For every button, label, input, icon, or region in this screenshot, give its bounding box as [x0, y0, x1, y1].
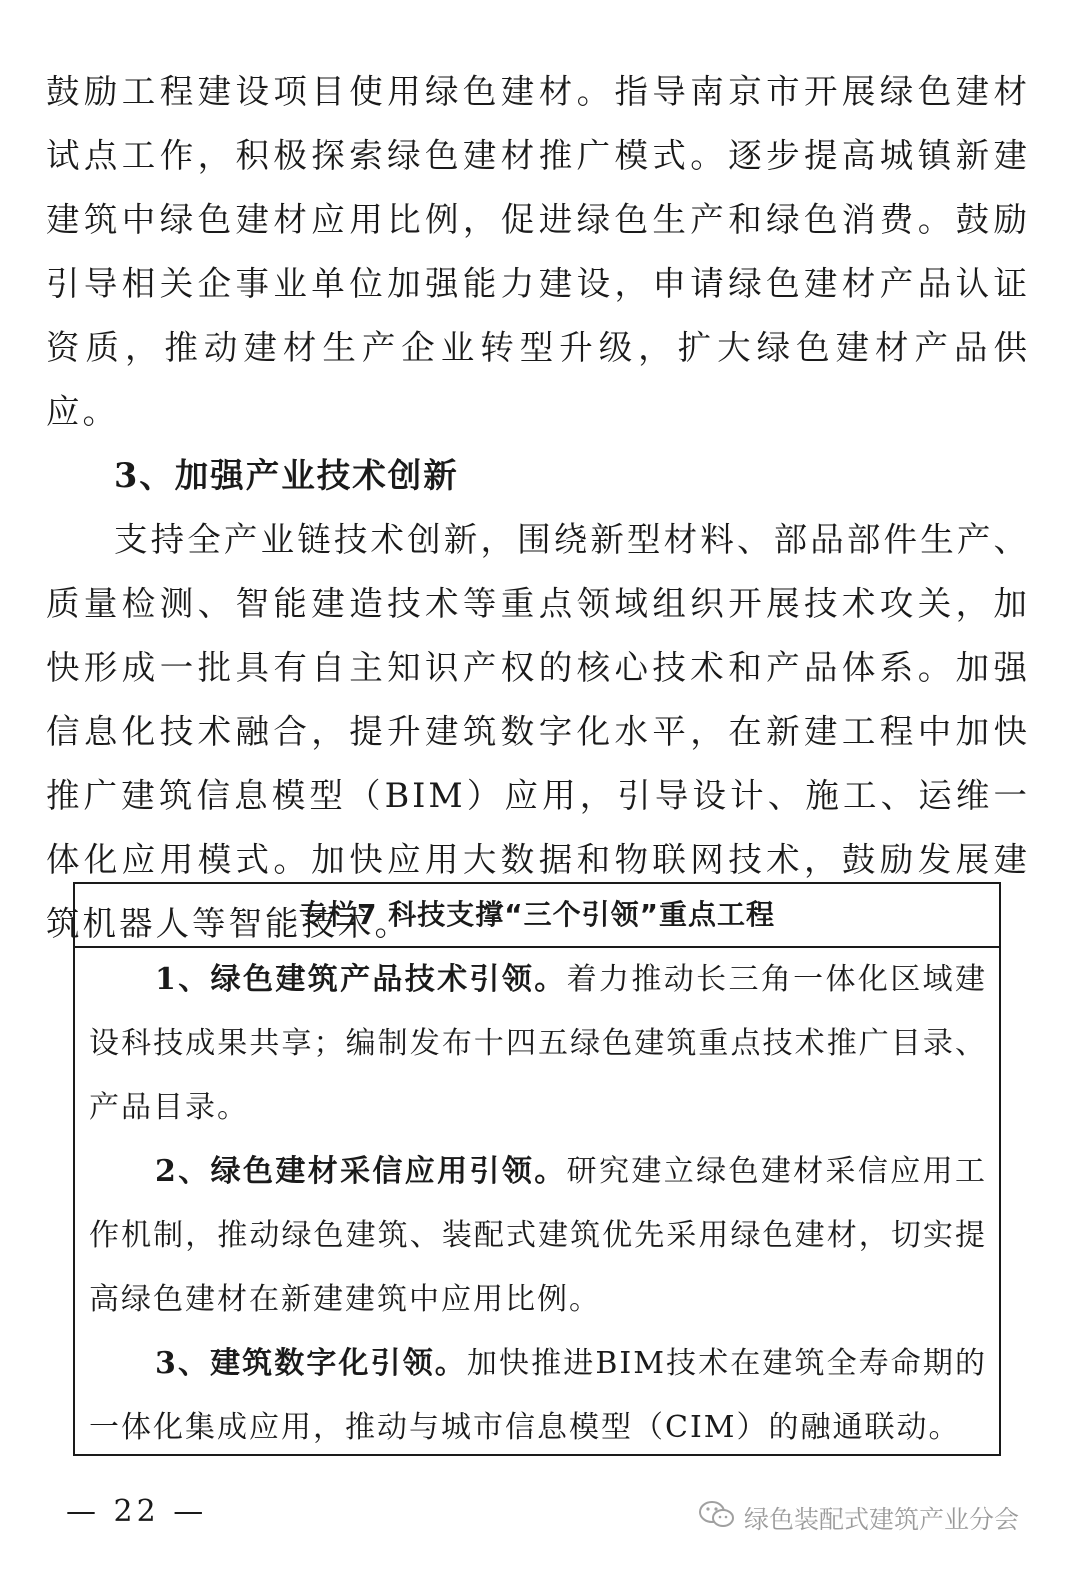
column-item-head: 3、建筑数字化引领。 — [155, 1346, 467, 1381]
column-item-head: 1、绿色建筑产品技术引领。 — [155, 962, 567, 997]
column-item — [89, 1332, 987, 1460]
section-heading: 3、加强产业技术创新 — [114, 456, 459, 495]
column-item — [89, 1140, 987, 1332]
body-text — [46, 60, 1030, 956]
page-number: — 22 — — [66, 1494, 208, 1529]
column-item — [89, 948, 987, 1140]
watermark-text: 绿色装配式建筑产业分会 — [744, 1505, 1020, 1534]
column-item-text: 着力推动长三角一体化区域建设科技成果共享；编制发布十四五绿色建筑重点技术推广目录、产品目录。 — [89, 962, 988, 1125]
column-box-title: 专栏7 科技支撑“三个引领”重点工程 — [75, 884, 999, 948]
column-box-body — [75, 948, 999, 1460]
paragraph-1: 鼓励工程建设项目使用绿色建材。指导南京市开展绿色建材试点工作，积极探索绿色建材推广模式。逐步提高城镇新建建筑中绿色建材应用比例，促进绿色生产和绿色消费。鼓励引导相关企事业单位加强能力建设，申请绿色建材产品认证资质，推动建材生产企业转型升级，扩大绿色建材产品供应。 — [46, 72, 1030, 431]
column-item-text: 研究建立绿色建材采信应用工作机制，推动绿色建筑、装配式建筑优先采用绿色建材，切实提高绿色建材在新建建筑中应用比例。 — [89, 1154, 988, 1317]
column-item-text: 加快推进BIM技术在建筑全寿命期的一体化集成应用，推动与城市信息模型（CIM）的融通联动。 — [89, 1346, 987, 1445]
column-box — [73, 882, 1001, 1456]
paragraph-2: 支持全产业链技术创新，围绕新型材料、部品部件生产、质量检测、智能建造技术等重点领域组织开展技术攻关，加快形成一批具有自主知识产权的核心技术和产品体系。加强信息化技术融合，提升建筑数字化水平，在新建工程中加快推广建筑信息模型（BIM）应用，引导设计、施工、运维一体化应用模式。加快应用大数据和物联网技术，鼓励发展建筑机器人等智能技术。 — [46, 520, 1030, 943]
wechat-icon — [698, 1499, 744, 1537]
watermark — [698, 1498, 1019, 1538]
column-item-head: 2、绿色建材采信应用引领。 — [155, 1154, 567, 1189]
